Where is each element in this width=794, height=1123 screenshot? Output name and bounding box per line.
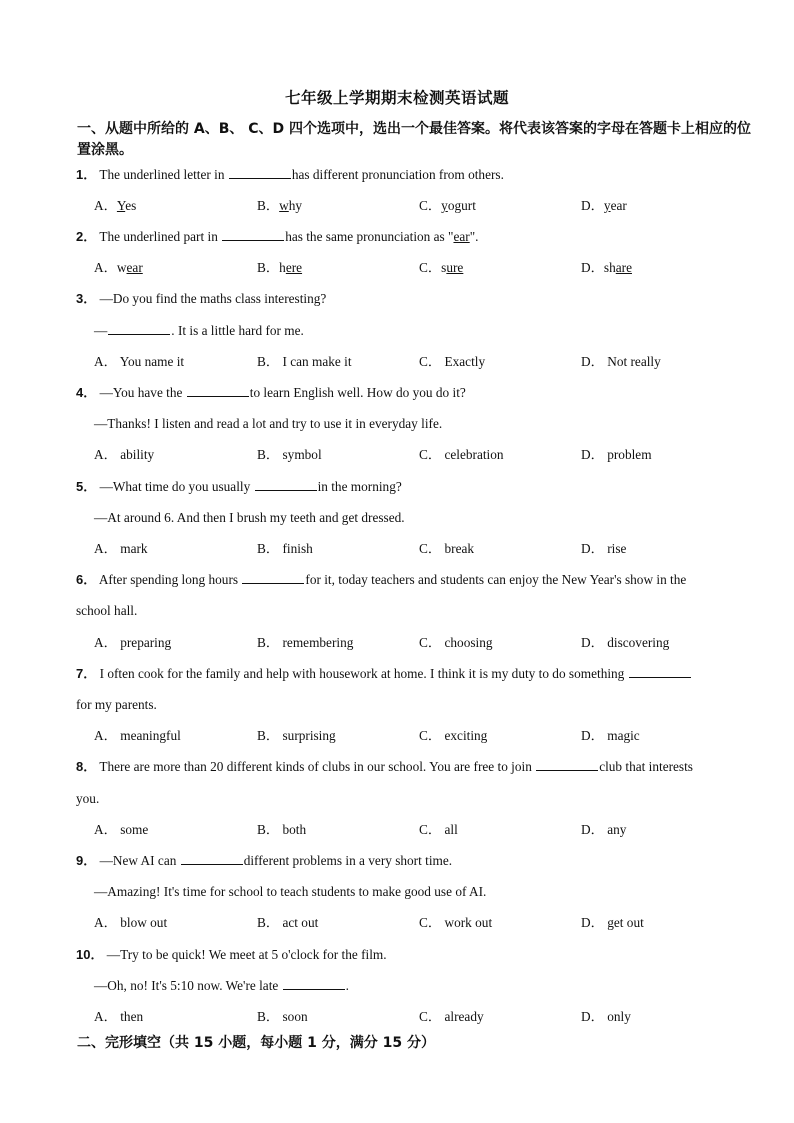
question-5: 5． —What time do you usually in the morning? [76, 479, 402, 494]
question-6-line-2: school hall. [76, 603, 138, 618]
option-a: A． ability [94, 447, 155, 462]
question-text: has different pronunciation from others. [291, 167, 504, 182]
option-d: D． get out [581, 915, 644, 930]
option-c: C．sure [419, 260, 464, 275]
question-8: 8． There are more than 20 different kinds of clubs in our school. You are free to join club that interests [76, 759, 693, 774]
option-b: B． soon [257, 1009, 308, 1024]
question-4: 4． —You have the to learn English well. How do you do it? [76, 385, 466, 400]
option-d: D． any [581, 822, 627, 837]
option-b: B． act out [257, 915, 319, 930]
answer-blank [229, 166, 291, 179]
option-c: C． all [419, 822, 458, 837]
option-c: C． already [419, 1009, 484, 1024]
option-a: A． preparing [94, 635, 172, 650]
option-b: B． symbol [257, 447, 322, 462]
option-d: D． magic [581, 728, 640, 743]
question-3: 3． —Do you find the maths class interesting? [76, 291, 327, 306]
answer-blank [255, 478, 317, 491]
question-6: 6． After spending long hours for it, today teachers and students can enjoy the New Year's show in the [76, 572, 687, 587]
option-c: C． exciting [419, 728, 488, 743]
question-10: 10． —Try to be quick! We meet at 5 o'clock for the film. [76, 947, 387, 962]
answer-blank [629, 665, 691, 678]
question-1 [76, 166, 766, 184]
question-text: The underlined letter in [99, 167, 228, 182]
option-a: A． mark [94, 541, 148, 556]
question-9: 9． —New AI can different problems in a very short time. [76, 853, 453, 868]
question-7: 7． I often cook for the family and help with housework at home. I think it is my duty to do something [76, 665, 766, 683]
section-2-heading: 二、完形填空（共 15 小题，每小题 1 分，满分 15 分） [77, 1035, 435, 1051]
option-d: D． problem [581, 447, 652, 462]
option-a: A． some [94, 822, 149, 837]
option-c: C． choosing [419, 635, 493, 650]
answer-blank [108, 322, 170, 335]
question-number: 1． [76, 167, 97, 182]
answer-blank [187, 384, 249, 397]
question-5-line-2: —At around 6. And then I brush my teeth and get dressed. [94, 510, 405, 525]
option-a: A． You name it [94, 354, 185, 369]
option-a: A． blow out [94, 915, 168, 930]
option-b: B．here [257, 260, 303, 275]
answer-blank [536, 758, 598, 771]
question-number: 2． [76, 229, 97, 244]
option-c: C． celebration [419, 447, 504, 462]
option-a: A．Yes [94, 198, 137, 213]
option-d: D． discovering [581, 635, 670, 650]
option-c: C． break [419, 541, 475, 556]
option-a: A．wear [94, 260, 143, 275]
option-b: B． surprising [257, 728, 336, 743]
exam-title: 七年级上学期期末检测英语试题 [284, 89, 509, 107]
question-2: 2． The underlined part in has the same pronunciation as "ear". [76, 229, 479, 244]
question-9-line-2: —Amazing! It's time for school to teach students to make good use of AI. [94, 884, 487, 899]
question-3-line-2: — . It is a little hard for me. [94, 323, 304, 338]
option-d: D． Not really [581, 354, 661, 369]
option-b: B． finish [257, 541, 313, 556]
option-c: C． work out [419, 915, 493, 930]
option-a: A． then [94, 1009, 144, 1024]
answer-blank [181, 852, 243, 865]
answer-blank [242, 571, 304, 584]
option-b: B． both [257, 822, 307, 837]
question-8-line-2: you. [76, 791, 100, 806]
option-c: C． Exactly [419, 354, 486, 369]
answer-blank [283, 977, 345, 990]
option-b: B． I can make it [257, 354, 352, 369]
question-4-line-2: —Thanks! I listen and read a lot and try to use it in everyday life. [94, 416, 443, 431]
option-d: D．share [581, 260, 632, 275]
section-1-heading: 一、从题中所给的 A、B、 C、D 四个选项中，选出一个最佳答案。将代表该答案的字母在答题卡上相应的位置涂黑。 [77, 121, 752, 158]
question-10-line-2: —Oh, no! It's 5:10 now. We're late . [94, 978, 349, 993]
option-d: D． rise [581, 541, 627, 556]
question-7-line-2: for my parents. [76, 697, 157, 712]
option-c: C．yogurt [419, 198, 476, 213]
option-a: A． meaningful [94, 728, 181, 743]
option-d: D． only [581, 1009, 631, 1024]
option-b: B．why [257, 198, 303, 213]
answer-blank [222, 228, 284, 241]
option-b: B． remembering [257, 635, 354, 650]
option-d: D．year [581, 198, 627, 213]
